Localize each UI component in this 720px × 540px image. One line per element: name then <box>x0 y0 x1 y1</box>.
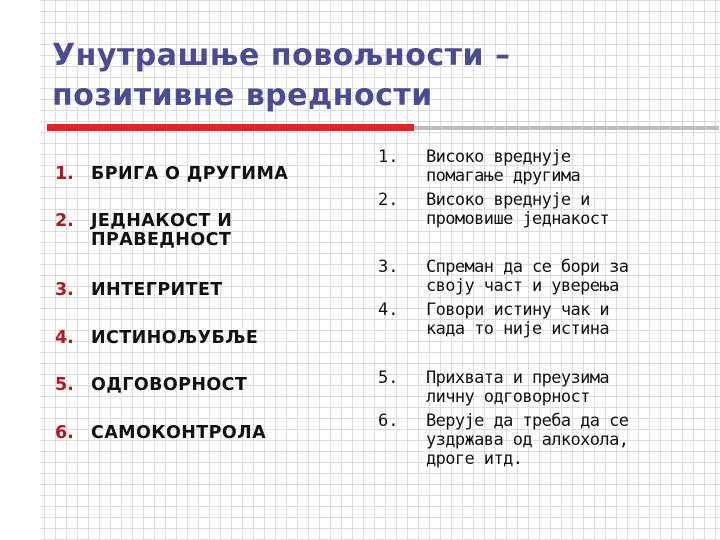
description-line: Високо вреднује <box>426 147 571 167</box>
description-text <box>426 258 628 296</box>
values-list-item <box>55 424 355 443</box>
list-number: 5. <box>378 368 399 388</box>
description-text <box>426 412 628 469</box>
description-line: када то није истина <box>426 319 610 339</box>
description-line: Високо вреднује и <box>426 190 590 210</box>
descriptions-list-item <box>372 369 702 407</box>
values-list-item <box>55 329 355 348</box>
value-label-line: ИНТЕГРИТЕТ <box>91 280 223 300</box>
description-line: Верује да треба да се <box>426 411 629 431</box>
descriptions-list-item <box>372 258 702 296</box>
descriptions-list-item <box>372 301 702 339</box>
title-divider-line <box>414 126 719 130</box>
value-label <box>91 281 223 300</box>
list-number: 2. <box>378 190 399 210</box>
slide-title-line-2: позитивне вредности <box>52 78 433 113</box>
value-label <box>91 424 266 443</box>
values-list-item <box>55 376 355 395</box>
value-label <box>91 212 232 250</box>
value-label-line: САМОКОНТРОЛА <box>91 423 267 443</box>
list-number: 5. <box>55 375 74 395</box>
list-number: 1. <box>378 147 399 167</box>
slide-title <box>52 36 692 116</box>
value-label-line: БРИГА О ДРУГИМА <box>91 164 289 184</box>
descriptions-list-item <box>372 412 702 469</box>
value-label <box>91 329 258 348</box>
description-line: дроге итд. <box>426 449 523 469</box>
value-label <box>91 376 247 395</box>
values-list-item <box>55 212 355 250</box>
description-line: Прихвата и преузима <box>426 368 610 388</box>
values-list-item <box>55 165 355 184</box>
values-list-item <box>55 281 355 300</box>
value-label-line: ИСТИНОЉУБЉЕ <box>91 328 259 348</box>
description-line: Спреман да се бори за <box>426 257 629 277</box>
list-number: 4. <box>55 328 74 348</box>
title-divider <box>47 124 719 131</box>
description-line: уздржава од алкохола, <box>426 430 629 450</box>
value-label-line: ЈЕДНАКОСТ И <box>91 211 233 231</box>
descriptions-list-item <box>372 148 702 186</box>
description-line: своју част и уверења <box>426 276 619 296</box>
list-number: 6. <box>378 411 399 431</box>
value-label-line: ОДГОВОРНОСТ <box>91 375 248 395</box>
description-line: помагање другима <box>426 166 581 186</box>
description-line: промовише једнакост <box>426 209 610 229</box>
list-number: 2. <box>55 211 74 231</box>
title-divider-accent <box>47 124 414 131</box>
left-margin-band <box>0 0 40 540</box>
description-line: Говори истину чак и <box>426 300 610 320</box>
value-label-line: ПРАВЕДНОСТ <box>91 230 232 250</box>
description-text <box>426 369 609 407</box>
list-number: 3. <box>378 257 399 277</box>
value-label <box>91 165 288 184</box>
description-text <box>426 301 609 339</box>
list-number: 3. <box>55 280 74 300</box>
description-line: личну одговорност <box>426 387 590 407</box>
list-number: 6. <box>55 423 74 443</box>
descriptions-list-item <box>372 191 702 229</box>
list-number: 4. <box>378 300 399 320</box>
description-text <box>426 191 609 229</box>
description-text <box>426 148 580 186</box>
list-number: 1. <box>55 164 74 184</box>
slide-title-line-1: Унутрашње повољности – <box>52 38 511 73</box>
